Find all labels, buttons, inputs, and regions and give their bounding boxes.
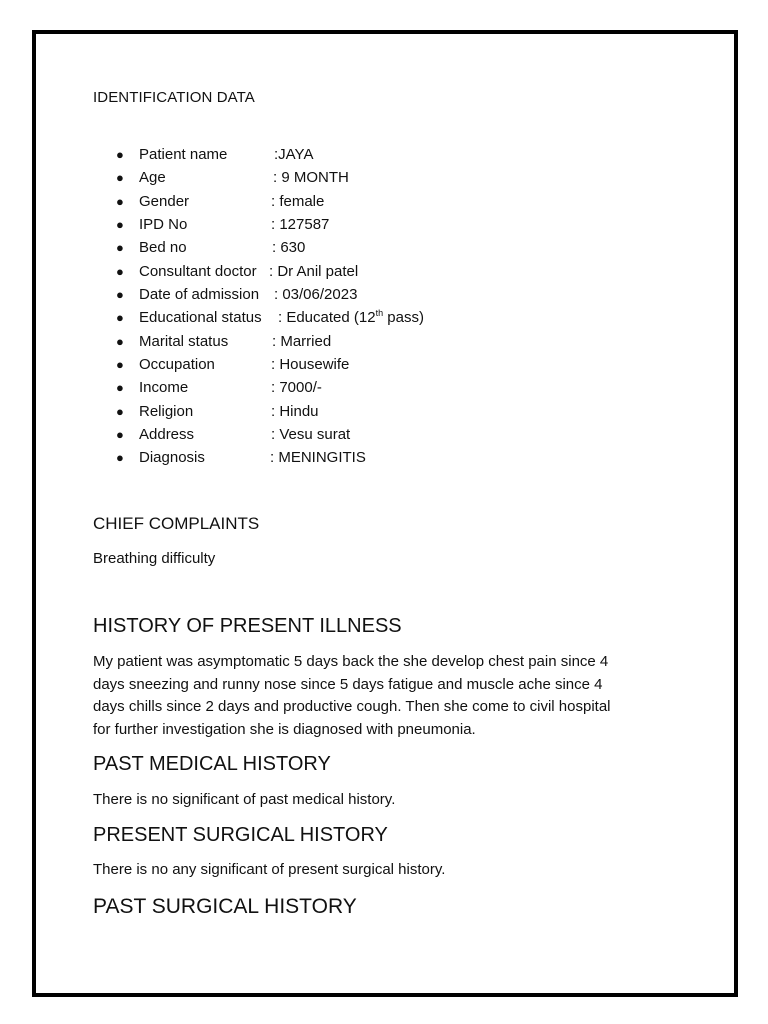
ordinal-suffix: th bbox=[375, 308, 384, 319]
bullet-icon: ● bbox=[116, 263, 124, 279]
past-medical-history-text: There is no significant of past medical history. bbox=[93, 791, 396, 808]
field-value: : Dr Anil patel bbox=[269, 262, 359, 280]
bullet-icon: ● bbox=[116, 333, 124, 349]
history-present-illness-heading: HISTORY OF PRESENT ILLNESS bbox=[93, 615, 402, 637]
education-value-suffix: pass) bbox=[383, 309, 424, 327]
bullet-icon: ● bbox=[116, 357, 124, 373]
bullet-icon: ● bbox=[116, 403, 124, 419]
field-label: Patient name bbox=[139, 146, 228, 163]
field-value bbox=[278, 306, 424, 329]
field-label: Income bbox=[139, 379, 189, 397]
bullet-icon: ● bbox=[116, 147, 124, 162]
field-label: Bed no bbox=[139, 239, 187, 257]
bullet-icon: ● bbox=[116, 450, 124, 466]
field-label: Diagnosis bbox=[139, 449, 205, 467]
field-value: : Hindu bbox=[271, 402, 319, 420]
present-surgical-history-heading: PRESENT SURGICAL HISTORY bbox=[93, 824, 388, 846]
bullet-icon: ● bbox=[116, 427, 124, 443]
field-label: Consultant doctor bbox=[139, 262, 257, 280]
bullet-icon: ● bbox=[116, 240, 124, 256]
field-label: Date of admission bbox=[139, 286, 260, 304]
present-surgical-history-text: There is no any significant of present surgical history. bbox=[93, 861, 446, 878]
identification-heading: IDENTIFICATION DATA bbox=[93, 89, 255, 106]
field-value: : 03/06/2023 bbox=[274, 286, 358, 304]
bullet-icon: ● bbox=[116, 193, 124, 209]
field-value: : MENINGITIS bbox=[270, 449, 366, 467]
field-label: Address bbox=[139, 426, 195, 444]
field-label: Marital status bbox=[139, 332, 229, 350]
paragraph-line: days chills since 2 days and productive cough. Then she come to civil hospital bbox=[93, 698, 611, 715]
field-value: : female bbox=[271, 192, 325, 210]
bullet-icon: ● bbox=[116, 310, 124, 326]
field-value: : Housewife bbox=[271, 356, 350, 374]
field-label: Gender bbox=[139, 192, 190, 210]
bullet-icon: ● bbox=[116, 217, 124, 233]
paragraph-line: My patient was asymptomatic 5 days back the she develop chest pain since 4 bbox=[93, 653, 609, 670]
field-label: Religion bbox=[139, 402, 194, 420]
field-label: Educational status bbox=[139, 309, 262, 327]
bullet-icon: ● bbox=[116, 170, 124, 186]
field-label: IPD No bbox=[139, 216, 188, 234]
field-value: :JAYA bbox=[274, 146, 314, 163]
history-present-illness-text bbox=[93, 651, 673, 741]
field-value: : 127587 bbox=[271, 216, 330, 234]
paragraph-line: days sneezing and runny nose since 5 days fatigue and muscle ache since 4 bbox=[93, 675, 603, 693]
field-value: : 7000/- bbox=[271, 379, 322, 397]
field-value: : Married bbox=[272, 332, 332, 350]
field-label: Age bbox=[139, 169, 166, 187]
past-surgical-history-heading: PAST SURGICAL HISTORY bbox=[93, 895, 357, 918]
chief-complaints-text: Breathing difficulty bbox=[93, 550, 216, 567]
chief-complaints-heading: CHIEF COMPLAINTS bbox=[93, 514, 260, 533]
bullet-icon: ● bbox=[116, 380, 124, 396]
field-value: : 630 bbox=[272, 239, 306, 257]
paragraph-line: for further investigation she is diagnosed with pneumonia. bbox=[93, 720, 476, 738]
field-value: : 9 MONTH bbox=[273, 169, 349, 187]
field-label: Occupation bbox=[139, 356, 215, 374]
field-value: : Vesu surat bbox=[271, 426, 351, 444]
bullet-icon: ● bbox=[116, 287, 124, 303]
past-medical-history-heading: PAST MEDICAL HISTORY bbox=[93, 753, 331, 775]
education-value-text: : Educated (12 bbox=[278, 309, 376, 327]
